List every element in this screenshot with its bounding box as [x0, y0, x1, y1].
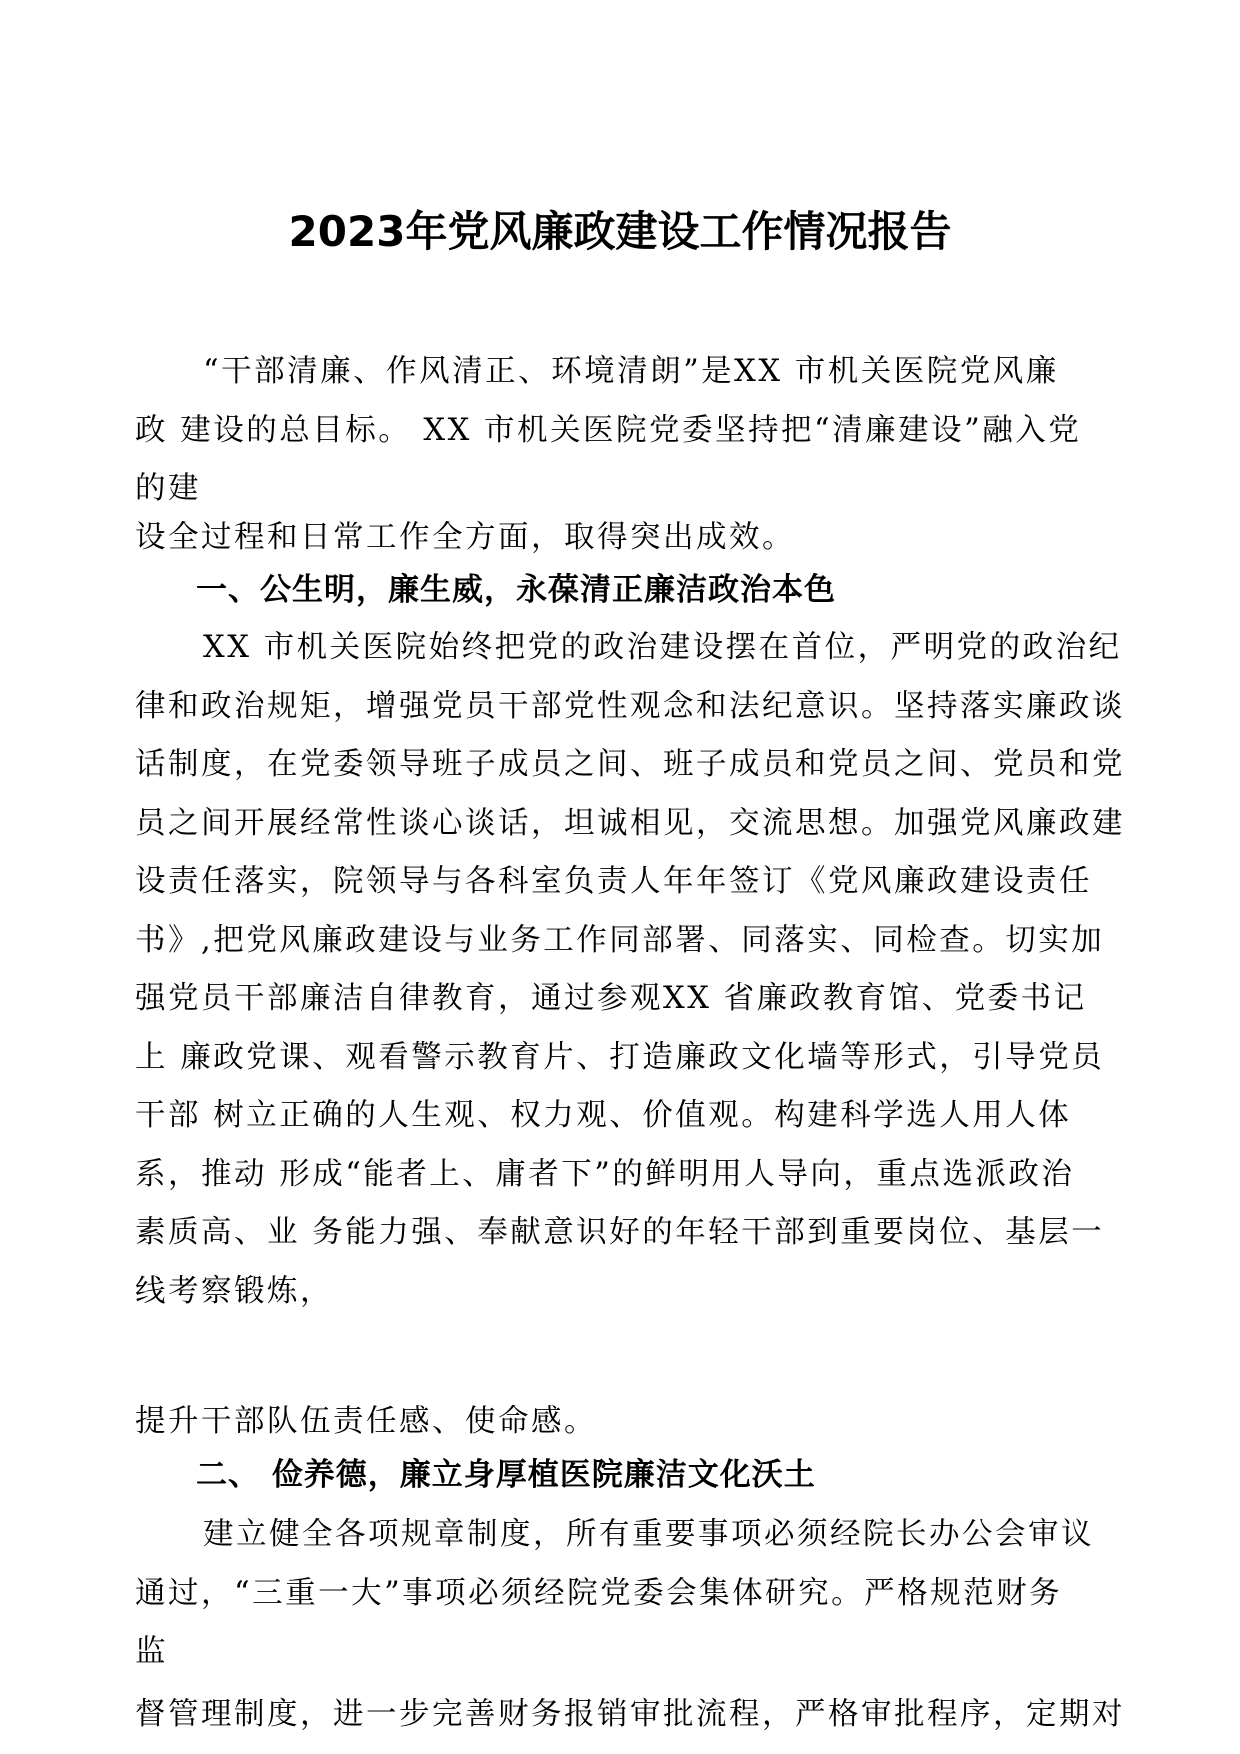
intro-paragraph-continued [135, 509, 1110, 568]
paragraph-line: 通过，“三重一大”事项必须经院党委会集体研究。严格规范财务 [135, 1575, 1063, 1611]
section-2-paragraph [135, 1506, 1110, 1682]
paragraph-line: 督管理制度，进一步完善财务报销审批流程，严格审批程序，定期对 [135, 1697, 1125, 1732]
paragraph-line: 强党员干部廉洁自律教育，通过参观XX 省廉政教育馆、党委书记 [135, 981, 1087, 1016]
paragraph-line: 上 廉政党课、观看警示教育片、打造廉政文化墙等形式，引导党员 [135, 1039, 1105, 1075]
document-title: 2023年党风廉政建设工作情况报告 [288, 207, 952, 256]
paragraph-line: 的建 [135, 471, 201, 506]
paragraph-line: “干部清廉、作风清正、环境清朗”是XX 市机关医院党风廉 [203, 354, 1059, 389]
section-1-paragraph-continued [135, 1393, 1110, 1452]
paragraph-line: 建立健全各项规章制度，所有重要事项必须经院长办公会审议 [203, 1517, 1094, 1552]
section-heading-1: 一、公生明，廉生威，永葆清正廉洁政治本色 [196, 572, 836, 608]
paragraph-line: 员之间开展经常性谈心谈话，坦诚相见，交流思想。加强党风廉政建 [135, 805, 1125, 841]
section-1-paragraph [135, 619, 1125, 1321]
paragraph-line: 系，推动 形成“能者上、庸者下”的鲜明用人导向，重点选派政治 [135, 1156, 1075, 1192]
paragraph-line: 监 [135, 1634, 168, 1669]
paragraph-line: 设全过程和日常工作全方面，取得突出成效。 [135, 520, 795, 555]
intro-paragraph [135, 343, 1110, 519]
section-2-paragraph-continued [135, 1686, 1125, 1745]
paragraph-line: 政 建设的总目标。 XX 市机关医院党委坚持把“清廉建设”融入党 [135, 412, 1082, 448]
paragraph-line: XX 市机关医院始终把党的政治建设摆在首位，严明党的政治纪 [203, 630, 1122, 665]
paragraph-line: 话制度，在党委领导班子成员之间、班子成员和党员之间、党员和党 [135, 747, 1125, 782]
paragraph-line: 干部 树立正确的人生观、权力观、价值观。构建科学选人用人体 [135, 1098, 1072, 1133]
paragraph-line: 提升干部队伍责任感、使命感。 [135, 1404, 597, 1439]
paragraph-line: 线考察锻炼， [135, 1273, 333, 1309]
paragraph-line: 律和政治规矩，增强党员干部党性观念和法纪意识。坚持落实廉政谈 [135, 688, 1125, 724]
paragraph-line: 设责任落实，院领导与各科室负责人年年签订《党风廉政建设责任 [135, 864, 1092, 899]
paragraph-line: 素质高、业 务能力强、奉献意识好的年轻干部到重要岗位、基层一 [135, 1215, 1105, 1250]
section-heading-2: 二、 俭养德，廉立身厚植医院廉洁文化沃土 [196, 1457, 816, 1493]
paragraph-line: 书》,把党风廉政建设与业务工作同部署、同落实、同检查。切实加 [135, 922, 1105, 958]
